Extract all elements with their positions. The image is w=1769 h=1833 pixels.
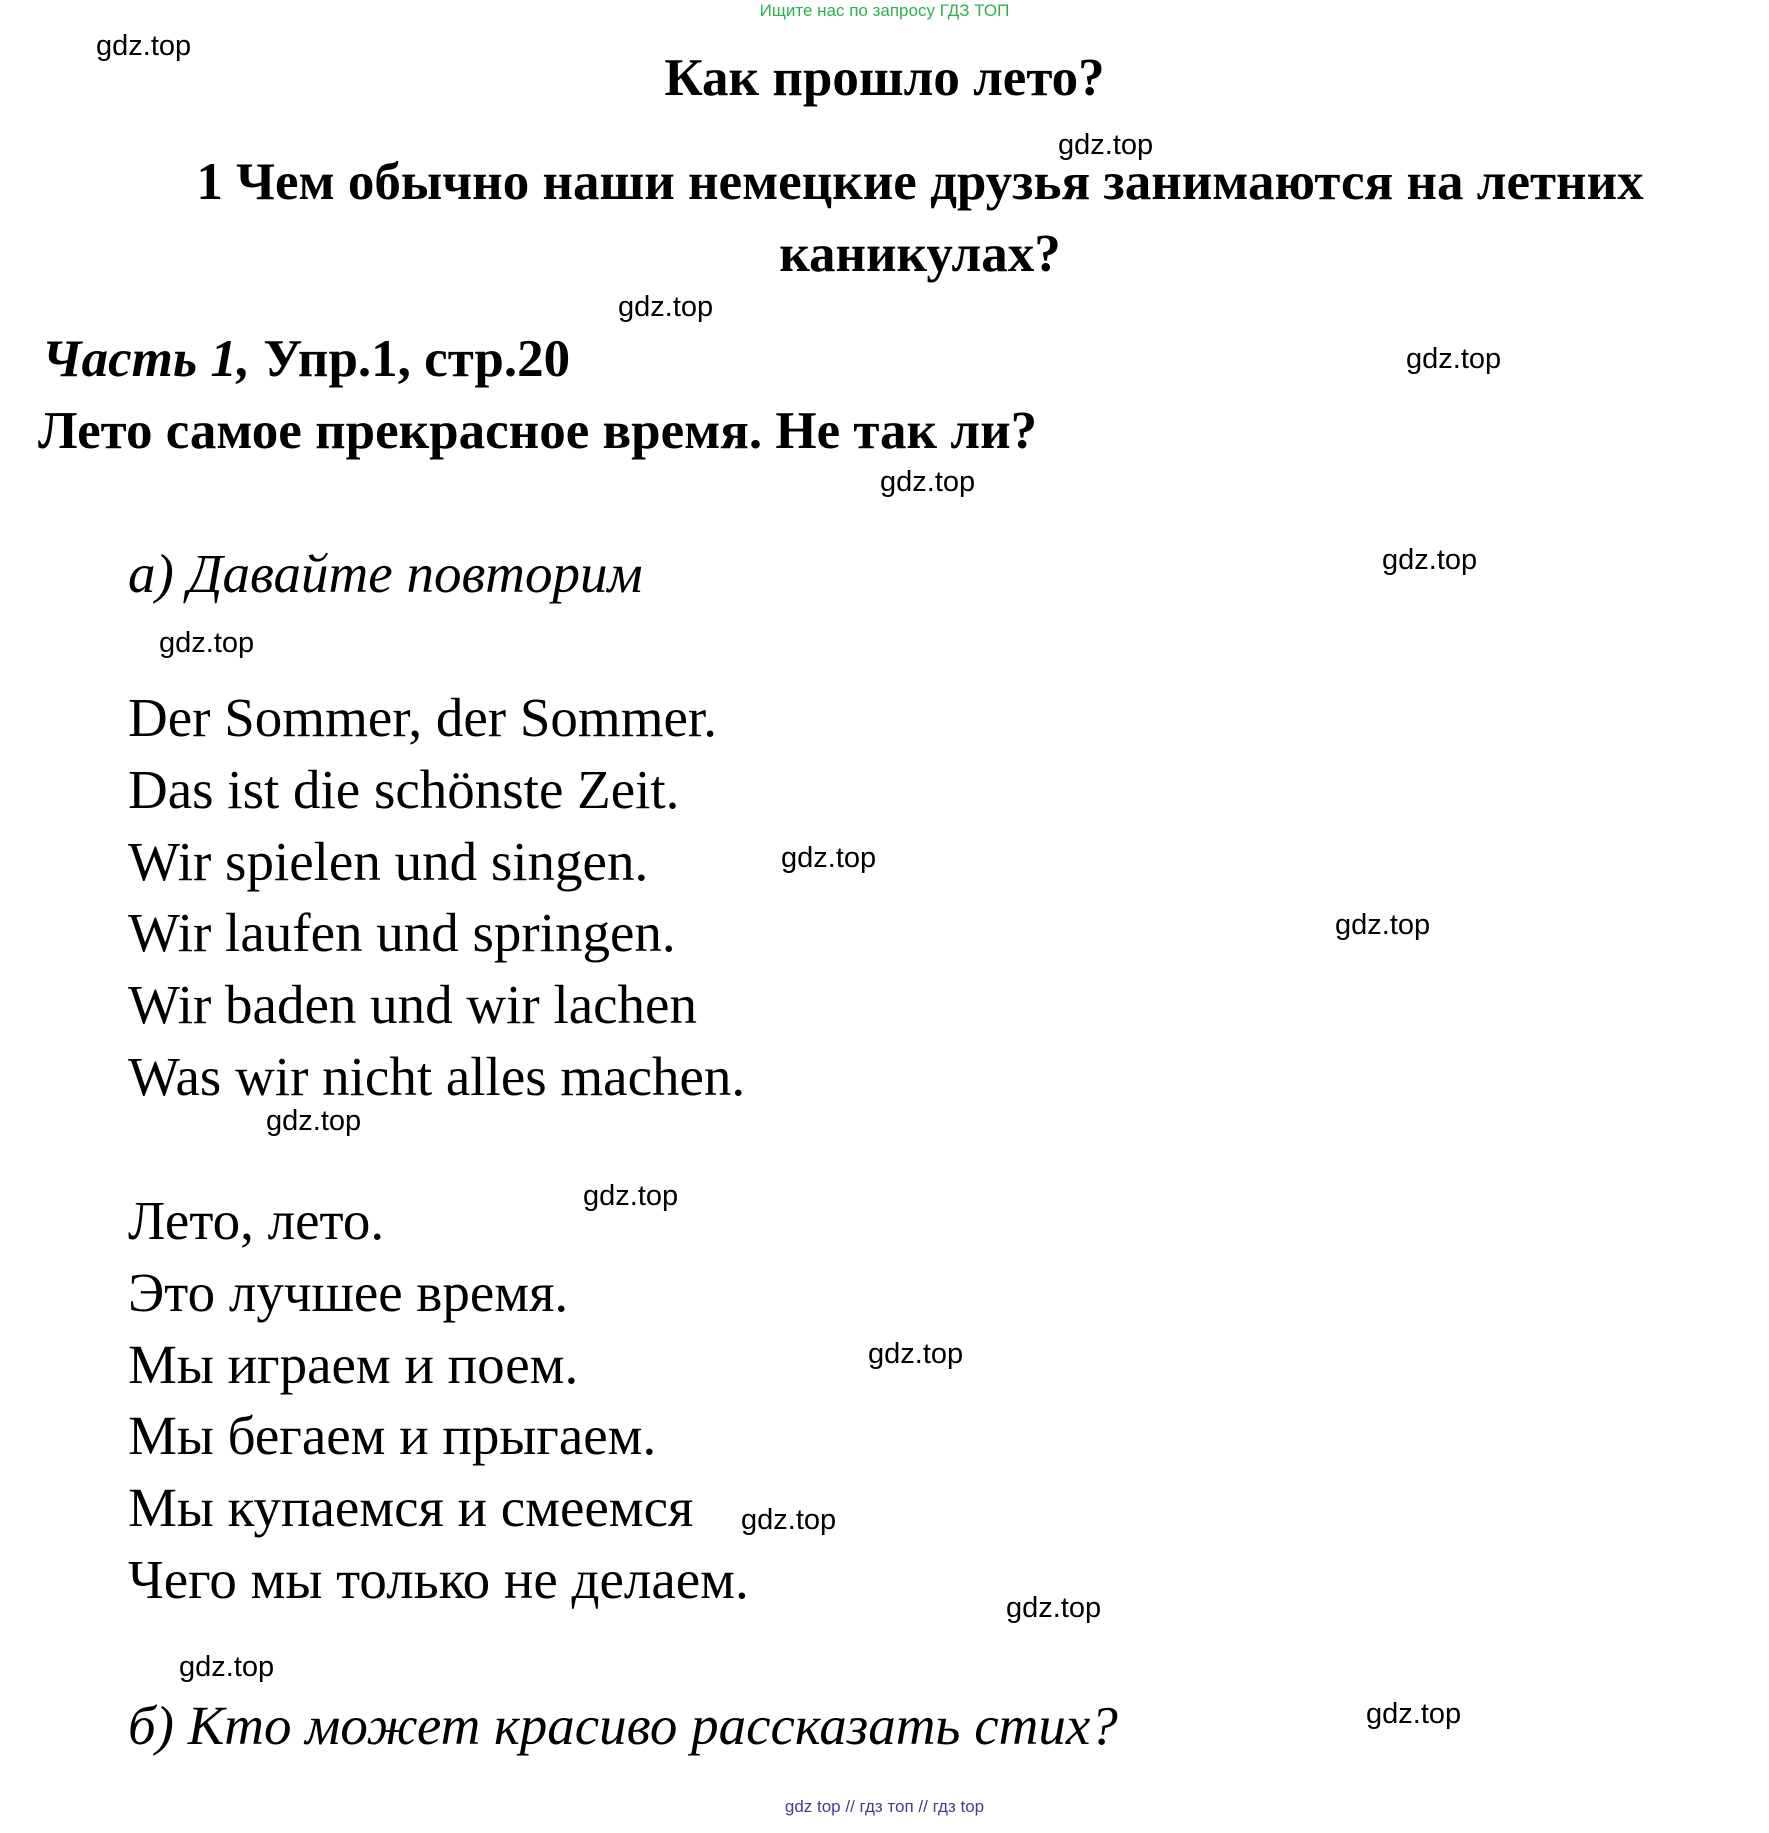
watermark: gdz.top bbox=[741, 1504, 837, 1536]
section-title: 1 Чем обычно наши немецкие друзья занимаются на летних каникулах? bbox=[196, 153, 1644, 283]
poem-ru-line: Мы играем и поем. bbox=[128, 1334, 579, 1395]
watermark: gdz.top bbox=[1366, 1698, 1462, 1730]
watermark: gdz.top bbox=[266, 1105, 362, 1137]
poem-de-line: Das ist die schönste Zeit. bbox=[128, 759, 680, 820]
bottom-link[interactable]: гдз топ bbox=[859, 1797, 914, 1816]
link-separator: // bbox=[918, 1797, 928, 1816]
exercise-reference bbox=[42, 328, 570, 390]
poem-ru-line: Мы бегаем и прыгаем. bbox=[128, 1405, 657, 1466]
watermark: gdz.top bbox=[618, 291, 714, 323]
poem-ru-line: Мы купаемся и смеемся bbox=[128, 1477, 694, 1538]
watermark: gdz.top bbox=[1382, 544, 1478, 576]
watermark: gdz.top bbox=[781, 842, 877, 874]
watermark: gdz.top bbox=[1335, 909, 1431, 941]
bottom-link[interactable]: гдз top bbox=[932, 1797, 985, 1816]
bottom-link[interactable]: gdz top bbox=[784, 1797, 841, 1816]
watermark: gdz.top bbox=[96, 30, 192, 62]
reference-rest: Упр.1, стр.20 bbox=[250, 330, 571, 388]
poem-ru-line: Лето, лето. bbox=[128, 1190, 385, 1251]
poem-ru-line: Чего мы только не делаем. bbox=[128, 1549, 749, 1610]
watermark: gdz.top bbox=[583, 1180, 679, 1212]
link-separator: // bbox=[845, 1797, 855, 1816]
watermark: gdz.top bbox=[1406, 343, 1502, 375]
top-banner[interactable]: Ищите нас по запросу ГДЗ ТОП bbox=[759, 1, 1010, 20]
bottom-links bbox=[0, 1796, 1769, 1818]
poem-de-line: Was wir nicht alles machen. bbox=[128, 1046, 746, 1107]
poem-de-line: Wir laufen und springen. bbox=[128, 902, 676, 963]
task-b: б) Кто может красиво рассказать стих? bbox=[128, 1695, 1118, 1756]
page-title: Как прошло лето? bbox=[664, 49, 1105, 107]
poem-de-line: Wir spielen und singen. bbox=[128, 831, 649, 892]
poem-de-line: Der Sommer, der Sommer. bbox=[128, 687, 717, 748]
watermark: gdz.top bbox=[1006, 1592, 1102, 1624]
watermark: gdz.top bbox=[880, 466, 976, 498]
reference-part: Часть 1, bbox=[42, 330, 251, 388]
exercise-subtitle: Лето самое прекрасное время. Не так ли? bbox=[38, 402, 1038, 460]
poem-ru-line: Это лучшее время. bbox=[128, 1262, 569, 1323]
watermark: gdz.top bbox=[179, 1651, 275, 1683]
watermark: gdz.top bbox=[868, 1338, 964, 1370]
watermark: gdz.top bbox=[1058, 129, 1154, 161]
task-a: а) Давайте повторим bbox=[128, 543, 643, 604]
watermark: gdz.top bbox=[159, 627, 255, 659]
poem-de-line: Wir baden und wir lachen bbox=[128, 974, 697, 1035]
